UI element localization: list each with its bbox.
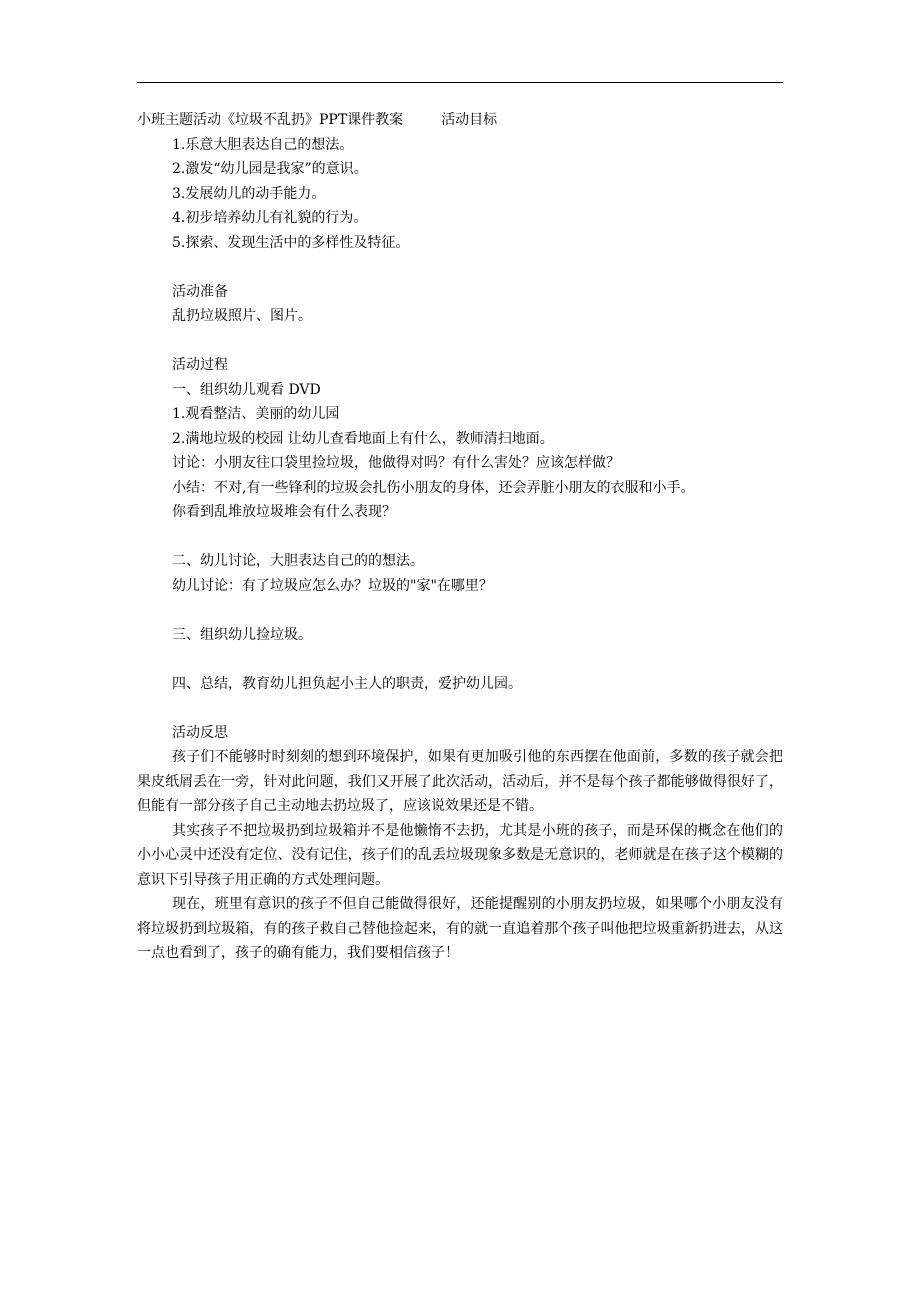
preparation-heading: 活动准备: [172, 283, 228, 300]
goal-item: 3.发展幼儿的动手能力。: [172, 185, 326, 202]
process-step-3: 三、组织幼儿捡垃圾。: [172, 626, 312, 643]
header-rule: [137, 82, 783, 83]
reflection-paragraph: 其实孩子不把垃圾扔到垃圾箱并不是他懒惰不去扔，尤其是小班的孩子，而是环保的概念在他们的小小心灵中还没有定位、没有记住，孩子们的乱丢垃圾现象多数是无意识的，老师就是在孩子这个模糊的意识下引导孩子用正确的方式处理问题。: [137, 822, 783, 888]
title-line: [137, 108, 787, 133]
process-line: 你看到乱堆放垃圾堆会有什么表现？: [172, 504, 396, 520]
document-body: [137, 108, 787, 966]
spacer: [137, 647, 787, 672]
process-heading: 活动过程: [172, 357, 228, 373]
process-line: 一、组织幼儿观看 DVD: [172, 381, 321, 398]
spacer: [137, 525, 787, 550]
process-line: 小结：不对,有一些锋利的垃圾会扎伤小朋友的身体，还会弄脏小朋友的衣服和小手。: [172, 479, 695, 496]
reflection-paragraph: 现在，班里有意识的孩子不但自己能做得很好，还能提醒别的小朋友扔垃圾，如果哪个小朋友没有将垃圾扔到垃圾箱，有的孩子救自己替他捡起来，有的就一直追着那个孩子叫他把垃圾重新扔进去，从这一点也看到了，孩子的确有能力，我们要相信孩子！: [137, 896, 783, 961]
goal-item: 2.激发“幼儿园是我家”的意识。: [172, 161, 368, 177]
spacer: [137, 255, 787, 280]
process-step-4: 四、总结，教育幼儿担负起小主人的职责，爱护幼儿园。: [172, 675, 522, 692]
preparation-text: 乱扔垃圾照片、图片。: [172, 308, 312, 324]
process-step-2-discussion: 幼儿讨论：有了垃圾应怎么办？垃圾的"家"在哪里？: [172, 577, 493, 594]
process-line: 讨论：小朋友往口袋里捡垃圾，他做得对吗？有什么害处？应该怎样做？: [172, 455, 620, 471]
goal-item: 5.探索、发现生活中的多样性及特征。: [172, 234, 410, 251]
reflection-paragraph: 孩子们不能够时时刻刻的想到环境保护，如果有更加吸引他的东西摆在他面前，多数的孩子就会把果皮纸屑丢在一旁，针对此问题，我们又开展了此次活动，活动后，并不是每个孩子都能够做得很好了，但能有一部分孩子自己主动地去扔垃圾了，应该说效果还是不错。: [137, 749, 783, 814]
process-line: 1.观看整洁、美丽的幼儿园: [172, 406, 340, 422]
goal-item: 1.乐意大胆表达自己的想法。: [172, 136, 354, 153]
reflection-heading: 活动反思: [172, 724, 228, 741]
process-line: 2.满地垃圾的校园 让幼儿查看地面上有什么，教师清扫地面。: [172, 430, 554, 447]
spacer: [137, 329, 787, 354]
goals-heading: 活动目标: [441, 112, 498, 128]
goal-item: 4.初步培养幼儿有礼貌的行为。: [172, 210, 368, 226]
document-title: 小班主题活动《垃圾不乱扔》PPT课件教案: [137, 112, 404, 128]
spacer: [137, 696, 787, 721]
process-step-2: 二、幼儿讨论，大胆表达自己的的想法。: [172, 553, 424, 569]
spacer: [137, 598, 787, 623]
